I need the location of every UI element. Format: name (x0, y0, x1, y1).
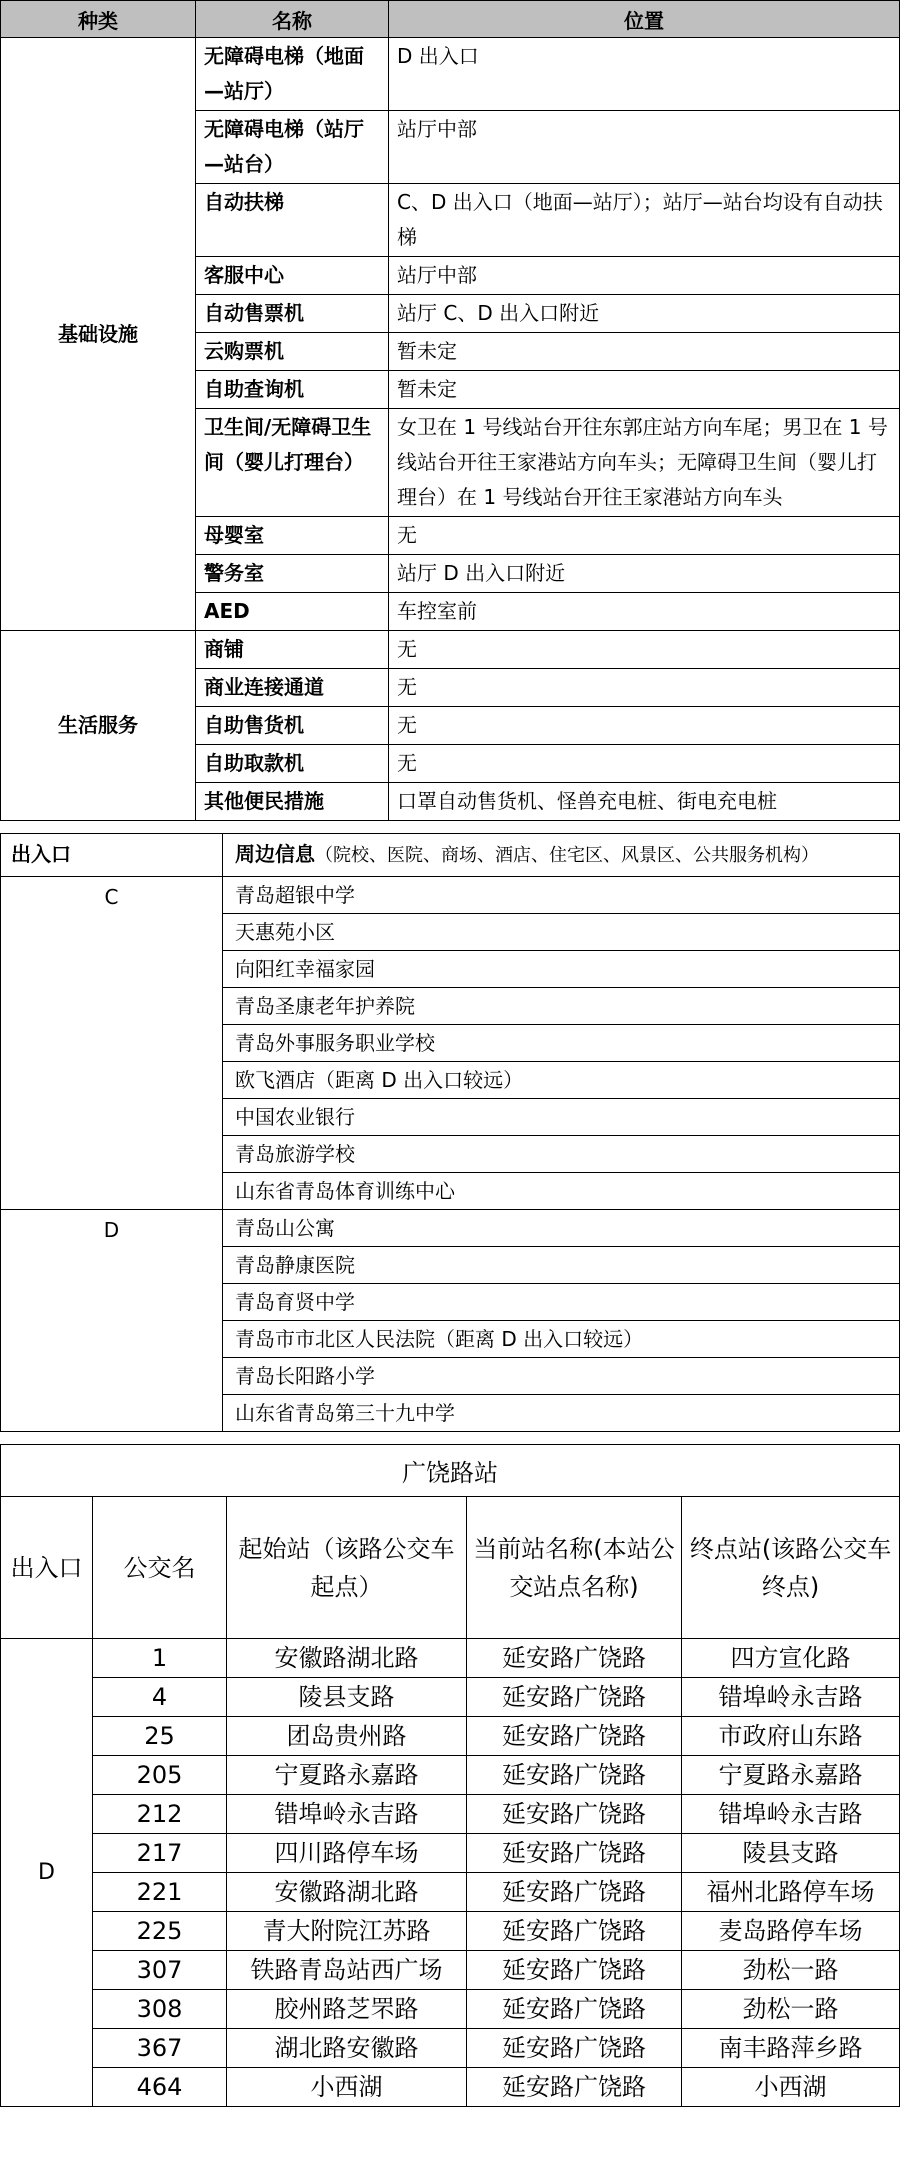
surroundings-table (0, 833, 900, 1432)
bus-line: 464 (93, 2068, 227, 2107)
surrounding-place: 青岛育贤中学 (223, 1284, 900, 1321)
bus-current: 延安路广饶路 (467, 1951, 682, 1990)
bus-end: 错埠岭永吉路 (682, 1678, 900, 1717)
bus-line: 307 (93, 1951, 227, 1990)
bus-row (1, 1834, 900, 1873)
facility-name: 自动扶梯 (196, 184, 389, 257)
facility-name: 其他便民措施 (196, 783, 389, 821)
facility-position: 无 (389, 517, 900, 555)
bus-start: 安徽路湖北路 (227, 1639, 467, 1678)
bus-table (0, 1444, 900, 2107)
facility-category: 基础设施 (1, 38, 196, 631)
bus-line: 217 (93, 1834, 227, 1873)
facilities-table (0, 0, 900, 821)
facility-position: 口罩自动售货机、怪兽充电桩、街电充电桩 (389, 783, 900, 821)
bus-title-row (1, 1445, 900, 1497)
bus-start: 错埠岭永吉路 (227, 1795, 467, 1834)
bus-start: 四川路停车场 (227, 1834, 467, 1873)
bus-end: 宁夏路永嘉路 (682, 1756, 900, 1795)
facilities-body (1, 38, 900, 821)
bus-line: 367 (93, 2029, 227, 2068)
bus-current: 延安路广饶路 (467, 1795, 682, 1834)
facility-name: 商铺 (196, 631, 389, 669)
header-end: 终点站(该路公交车终点) (682, 1497, 900, 1639)
surrounding-place: 欧飞酒店（距离 D 出入口较远） (223, 1062, 900, 1099)
exit-label: D (1, 1210, 223, 1432)
header-info-title: 周边信息 (235, 842, 315, 866)
header-category: 种类 (1, 1, 196, 38)
bus-current: 延安路广饶路 (467, 1834, 682, 1873)
bus-start: 胶州路芝罘路 (227, 1990, 467, 2029)
surrounding-place: 山东省青岛体育训练中心 (223, 1173, 900, 1210)
header-exit: 出入口 (1, 1497, 93, 1639)
surrounding-place: 青岛外事服务职业学校 (223, 1025, 900, 1062)
facility-name: 母婴室 (196, 517, 389, 555)
surrounding-place: 青岛市市北区人民法院（距离 D 出入口较远） (223, 1321, 900, 1358)
surrounding-place: 天惠苑小区 (223, 914, 900, 951)
facility-row (1, 38, 900, 111)
bus-line: 4 (93, 1678, 227, 1717)
facility-position: 无 (389, 745, 900, 783)
bus-end: 错埠岭永吉路 (682, 1795, 900, 1834)
facility-name: 自动售票机 (196, 295, 389, 333)
bus-end: 南丰路萍乡路 (682, 2029, 900, 2068)
facility-position: D 出入口 (389, 38, 900, 111)
surrounding-row (1, 877, 900, 914)
facility-position: 车控室前 (389, 593, 900, 631)
bus-start: 安徽路湖北路 (227, 1873, 467, 1912)
bus-end: 麦岛路停车场 (682, 1912, 900, 1951)
bus-current: 延安路广饶路 (467, 1756, 682, 1795)
bus-end: 陵县支路 (682, 1834, 900, 1873)
bus-current: 延安路广饶路 (467, 1990, 682, 2029)
header-surrounding-info (223, 834, 900, 877)
facility-name: 卫生间/无障碍卫生间（婴儿打理台） (196, 409, 389, 517)
facility-position: 站厅 C、D 出入口附近 (389, 295, 900, 333)
surrounding-place: 向阳红幸福家园 (223, 951, 900, 988)
bus-current: 延安路广饶路 (467, 1678, 682, 1717)
surrounding-place: 青岛长阳路小学 (223, 1358, 900, 1395)
bus-row (1, 1951, 900, 1990)
header-line: 公交名 (93, 1497, 227, 1639)
exit-label: C (1, 877, 223, 1210)
bus-row (1, 1756, 900, 1795)
facility-name: 无障碍电梯（站厅—站台） (196, 111, 389, 184)
facility-name: 无障碍电梯（地面—站厅） (196, 38, 389, 111)
bus-exit-label: D (1, 1639, 93, 2107)
surrounding-place: 山东省青岛第三十九中学 (223, 1395, 900, 1432)
facility-name: 自助售货机 (196, 707, 389, 745)
facility-name: AED (196, 593, 389, 631)
facility-position: 站厅中部 (389, 111, 900, 184)
facility-position: 暂未定 (389, 371, 900, 409)
facility-name: 警务室 (196, 555, 389, 593)
bus-row (1, 2068, 900, 2107)
facility-row (1, 631, 900, 669)
bus-header-row (1, 1497, 900, 1639)
bus-current: 延安路广饶路 (467, 1717, 682, 1756)
surrounding-place: 青岛静康医院 (223, 1247, 900, 1284)
bus-line: 225 (93, 1912, 227, 1951)
bus-body (1, 1639, 900, 2107)
bus-row (1, 1990, 900, 2029)
bus-line: 221 (93, 1873, 227, 1912)
surrounding-place: 青岛旅游学校 (223, 1136, 900, 1173)
bus-line: 25 (93, 1717, 227, 1756)
facility-position: 站厅 D 出入口附近 (389, 555, 900, 593)
bus-line: 212 (93, 1795, 227, 1834)
surrounding-place: 青岛山公寓 (223, 1210, 900, 1247)
facility-name: 自助取款机 (196, 745, 389, 783)
bus-row (1, 1912, 900, 1951)
bus-end: 小西湖 (682, 2068, 900, 2107)
bus-end: 福州北路停车场 (682, 1873, 900, 1912)
bus-row (1, 1717, 900, 1756)
facility-position: 女卫在 1 号线站台开往东郭庄站方向车尾；男卫在 1 号线站台开往王家港站方向车头；无障碍卫生间（婴儿打理台）在 1 号线站台开往王家港站方向车头 (389, 409, 900, 517)
surrounding-place: 青岛超银中学 (223, 877, 900, 914)
facility-position: C、D 出入口（地面—站厅）；站厅—站台均设有自动扶梯 (389, 184, 900, 257)
bus-end: 劲松一路 (682, 1990, 900, 2029)
surroundings-header-row (1, 834, 900, 877)
bus-start: 青大附院江苏路 (227, 1912, 467, 1951)
bus-start: 小西湖 (227, 2068, 467, 2107)
bus-start: 陵县支路 (227, 1678, 467, 1717)
bus-current: 延安路广饶路 (467, 2068, 682, 2107)
header-current: 当前站名称(本站公交站点名称) (467, 1497, 682, 1639)
bus-line: 1 (93, 1639, 227, 1678)
header-info-note: （院校、医院、商场、酒店、住宅区、风景区、公共服务机构） (315, 845, 819, 866)
bus-row (1, 1795, 900, 1834)
surroundings-body (1, 877, 900, 1432)
surrounding-place: 中国农业银行 (223, 1099, 900, 1136)
bus-row (1, 1678, 900, 1717)
facility-category: 生活服务 (1, 631, 196, 821)
facilities-header-row (1, 1, 900, 38)
bus-current: 延安路广饶路 (467, 1639, 682, 1678)
facility-position: 暂未定 (389, 333, 900, 371)
station-title: 广饶路站 (1, 1445, 900, 1497)
facility-position: 无 (389, 669, 900, 707)
bus-line: 205 (93, 1756, 227, 1795)
bus-current: 延安路广饶路 (467, 1873, 682, 1912)
header-start: 起始站（该路公交车起点） (227, 1497, 467, 1639)
bus-start: 团岛贵州路 (227, 1717, 467, 1756)
bus-line: 308 (93, 1990, 227, 2029)
bus-end: 市政府山东路 (682, 1717, 900, 1756)
facility-name: 自助查询机 (196, 371, 389, 409)
surrounding-place: 青岛圣康老年护养院 (223, 988, 900, 1025)
facility-name: 商业连接通道 (196, 669, 389, 707)
facility-position: 无 (389, 631, 900, 669)
bus-current: 延安路广饶路 (467, 2029, 682, 2068)
bus-start: 湖北路安徽路 (227, 2029, 467, 2068)
bus-row (1, 1873, 900, 1912)
bus-current: 延安路广饶路 (467, 1912, 682, 1951)
facility-name: 客服中心 (196, 257, 389, 295)
facility-position: 无 (389, 707, 900, 745)
bus-start: 宁夏路永嘉路 (227, 1756, 467, 1795)
bus-end: 劲松一路 (682, 1951, 900, 1990)
bus-row (1, 2029, 900, 2068)
bus-row (1, 1639, 900, 1678)
facility-name: 云购票机 (196, 333, 389, 371)
surrounding-row (1, 1210, 900, 1247)
header-exit: 出入口 (1, 834, 223, 877)
bus-start: 铁路青岛站西广场 (227, 1951, 467, 1990)
bus-end: 四方宣化路 (682, 1639, 900, 1678)
header-name: 名称 (196, 1, 389, 38)
facility-position: 站厅中部 (389, 257, 900, 295)
header-position: 位置 (389, 1, 900, 38)
